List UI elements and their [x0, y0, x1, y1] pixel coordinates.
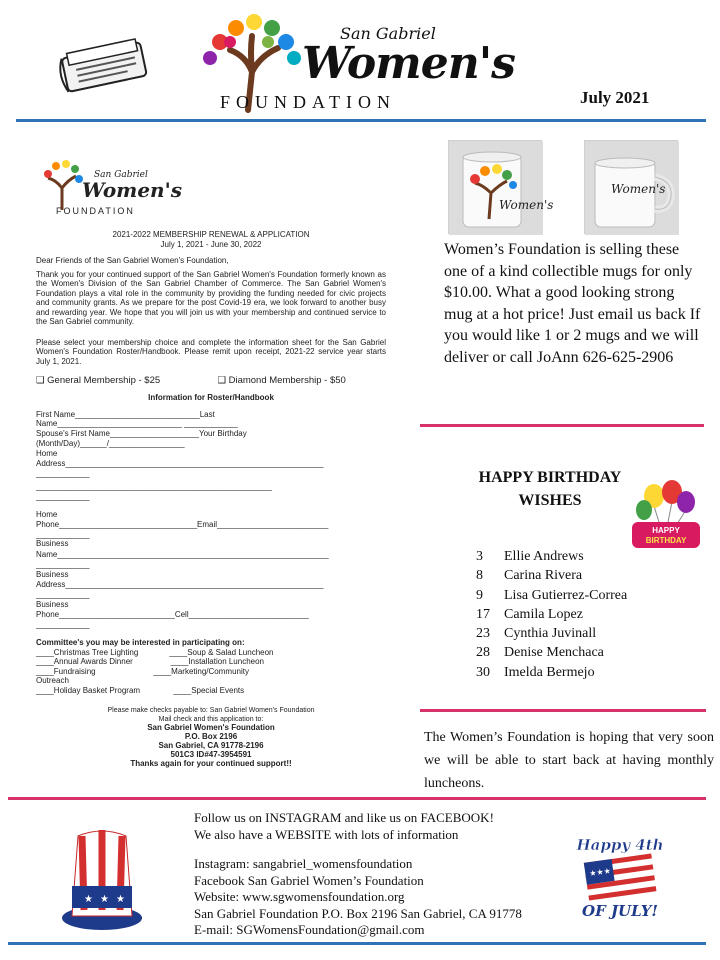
roster-field-line[interactable]: Name_____________________________________________________________ — [36, 550, 329, 559]
mug-label: Women's — [611, 182, 666, 196]
roster-field-line[interactable]: Business — [36, 539, 69, 548]
facebook-line[interactable]: Facebook San Gabriel Women’s Foundation — [194, 872, 424, 888]
svg-text:HAPPY: HAPPY — [652, 526, 680, 535]
birthday-balloons-icon — [626, 476, 704, 556]
roster-field-line[interactable]: Home — [36, 449, 58, 458]
roster-field-line[interactable]: (Month/Day)______/_________________ — [36, 439, 185, 448]
birthday-day: 30 — [476, 664, 490, 680]
birthday-day: 28 — [476, 645, 490, 661]
mug-photo-side — [584, 140, 678, 234]
birthday-name: Lisa Gutierrez-Correa — [504, 587, 628, 603]
svg-text:★: ★ — [100, 894, 109, 905]
committee-option[interactable]: Outreach — [36, 676, 69, 686]
newspaper-icon — [56, 40, 152, 92]
roster-field-line[interactable]: Phone_______________________________Email_________________________ — [36, 520, 329, 529]
roster-field-line[interactable]: First Name____________________________Last — [36, 410, 215, 419]
logo-script-text: San Gabriel — [340, 24, 436, 43]
birthday-list — [476, 549, 676, 684]
birthday-title: HAPPY BIRTHDAY WISHES — [478, 469, 622, 509]
form-instructions-paragraph: Please select your membership choice and complete the information sheet for the San Gabriel Women's Foundation Roster/Handbook. Please remit upon receipt, 2021-22 service year starts July 1, 2021. — [36, 338, 386, 366]
payable-note: Please make checks payable to: San Gabriel Women's Foundation — [107, 707, 315, 714]
birthday-day: 17 — [476, 606, 490, 622]
july4-top-text: Happy 4th — [576, 836, 664, 854]
footer-top-divider — [8, 797, 706, 800]
form-thanks: Thanks again for your continued support!! — [130, 759, 292, 768]
mug-divider — [420, 424, 704, 427]
mug-icon — [585, 141, 679, 235]
form-dates: July 1, 2021 - June 30, 2022 — [160, 240, 262, 249]
tax-id: 501C3 ID#47-3954591 — [170, 750, 252, 759]
birthday-day: 8 — [476, 568, 483, 584]
svg-text:BIRTHDAY: BIRTHDAY — [645, 536, 687, 545]
roster-field-line[interactable]: Name____________________________ ____________ — [36, 419, 238, 428]
roster-field-line[interactable]: Business — [36, 600, 69, 609]
roster-field-line[interactable]: ____________ — [36, 590, 90, 599]
birthday-row — [476, 665, 676, 684]
birthday-day: 9 — [476, 587, 483, 603]
form-title — [36, 230, 386, 250]
mail-org: San Gabriel Women's Foundation — [147, 723, 275, 732]
roster-heading: Information for Roster/Handbook — [148, 393, 274, 402]
email-line[interactable]: E-mail: SGWomensFoundation@gmail.com — [194, 922, 425, 937]
form-logo-main: Women's — [82, 178, 182, 202]
footer-bottom-divider — [8, 942, 706, 945]
mug-label: Women's — [499, 198, 554, 212]
website-note: We also have a WEBSITE with lots of information — [194, 826, 459, 842]
birthday-row — [476, 607, 676, 626]
luncheon-note: The Women’s Foundation is hoping that very soon we will be able to start back at having monthly luncheons. — [424, 730, 714, 791]
form-logo-sub: FOUNDATION — [56, 206, 135, 216]
roster-field-line[interactable]: Business — [36, 570, 69, 579]
tree-of-hands-icon — [40, 160, 84, 210]
committee-option[interactable]: ____Holiday Basket Program ____Special Events — [36, 685, 245, 695]
birthday-name: Ellie Andrews — [504, 549, 584, 564]
mail-city: San Gabriel, CA 91778-2196 — [158, 741, 264, 750]
roster-field-line[interactable]: Address__________________________________________________________ — [36, 580, 324, 589]
roster-field-line[interactable]: Phone__________________________Cell___________________________ — [36, 610, 309, 619]
roster-field-line[interactable]: ____________ — [36, 492, 90, 501]
birthday-day: 3 — [476, 549, 483, 564]
svg-text:★: ★ — [116, 894, 125, 905]
form-greeting: Dear Friends of the San Gabriel Women's Foundation, — [36, 256, 229, 265]
form-logo — [36, 160, 182, 220]
committees-heading: Committee's you may be interested in participating on: — [36, 638, 245, 647]
roster-field-line[interactable]: ____________ — [36, 620, 90, 629]
mail-note: Mail check and this application to: — [158, 716, 264, 723]
mug-sale-text: Women’s Foundation is selling these one of a kind collectible mugs for only $10.00. What a good looking strong mug at a hot price! Just email us back If you would like 1 or 2 mugs and we will deliver or call JoAnn 626-625-2906 — [444, 241, 701, 366]
birthday-row — [476, 568, 676, 587]
form-intro-paragraph: Thank you for your continued support of the San Gabriel Women's Foundation formerly known as the Women's Division of the San Gabriel Chamber of Commerce. The San Gabriel Women's Foundation plays a vital role in the community by providing the funding needed for civic projects and community grants. As we prepare for the post Covid-19 era, we look forward to another busy and rewarding year. We hope that you will join us with your membership and continued service to the San Gabriel community. — [36, 270, 386, 327]
general-membership-option[interactable]: ❑ General Membership - $25 — [36, 375, 161, 386]
birthday-name: Imelda Bermejo — [504, 664, 595, 680]
roster-field-line[interactable]: Home — [36, 510, 58, 519]
birthday-name: Cynthia Juvinall — [504, 626, 597, 642]
birthday-name: Camila Lopez — [504, 606, 583, 622]
birthday-divider — [420, 709, 706, 712]
mug-photo-front — [448, 140, 554, 234]
svg-text:★★★: ★★★ — [588, 866, 612, 879]
uncle-sam-hat-icon — [58, 822, 146, 934]
roster-field-line[interactable]: Spouse's First Name____________________Your Birthday — [36, 429, 247, 438]
mail-po-box: P.O. Box 2196 — [184, 732, 238, 741]
instagram-line[interactable]: Instagram: sangabriel_womensfoundation — [194, 856, 413, 871]
form-logo-script: San Gabriel — [94, 170, 148, 180]
header-divider — [16, 119, 706, 122]
footer-contact — [194, 810, 574, 939]
committee-option[interactable]: ____Fundraising ____Marketing/Community — [36, 666, 249, 676]
roster-field-line[interactable]: ____________ — [36, 560, 90, 569]
svg-text:★: ★ — [84, 894, 93, 905]
july4-bottom-text: OF JULY! — [582, 902, 658, 920]
birthday-row — [476, 645, 676, 664]
birthday-row — [476, 549, 676, 568]
committee-option[interactable]: ____Christmas Tree Lighting ____Soup & Salad Luncheon — [36, 648, 274, 657]
roster-field-line[interactable]: ____________ — [36, 469, 90, 478]
form-title-text: 2021-2022 MEMBERSHIP RENEWAL & APPLICATION — [112, 230, 310, 239]
mug-icon — [449, 141, 554, 235]
mailing-address: San Gabriel Foundation P.O. Box 2196 San Gabriel, CA 91778 — [194, 905, 522, 921]
website-line[interactable]: Website: www.sgwomensfoundation.org — [194, 889, 405, 904]
roster-field-line[interactable]: Address__________________________________________________________ — [36, 459, 324, 468]
fourth-of-july-flag-icon — [570, 828, 670, 924]
diamond-membership-option[interactable]: ❑ Diamond Membership - $50 — [217, 375, 346, 386]
issue-date: July 2021 — [580, 88, 650, 107]
foundation-logo — [190, 12, 520, 112]
roster-field-line[interactable]: _____________________________________________________ — [36, 482, 272, 491]
birthday-row — [476, 626, 676, 645]
membership-form — [36, 160, 386, 770]
birthday-row — [476, 588, 676, 607]
committee-option[interactable]: ____Annual Awards Dinner ____Installation Luncheon — [36, 657, 265, 667]
follow-text: Follow us on INSTAGRAM and like us on FACEBOOK! — [194, 810, 494, 825]
logo-main-text: Women's — [302, 38, 515, 89]
birthday-name: Carina Rivera — [504, 568, 583, 584]
logo-sub-text: FOUNDATION — [220, 92, 396, 112]
birthday-name: Denise Menchaca — [504, 645, 604, 661]
roster-field-line[interactable]: ____________ — [36, 530, 90, 539]
birthday-day: 23 — [476, 626, 490, 642]
